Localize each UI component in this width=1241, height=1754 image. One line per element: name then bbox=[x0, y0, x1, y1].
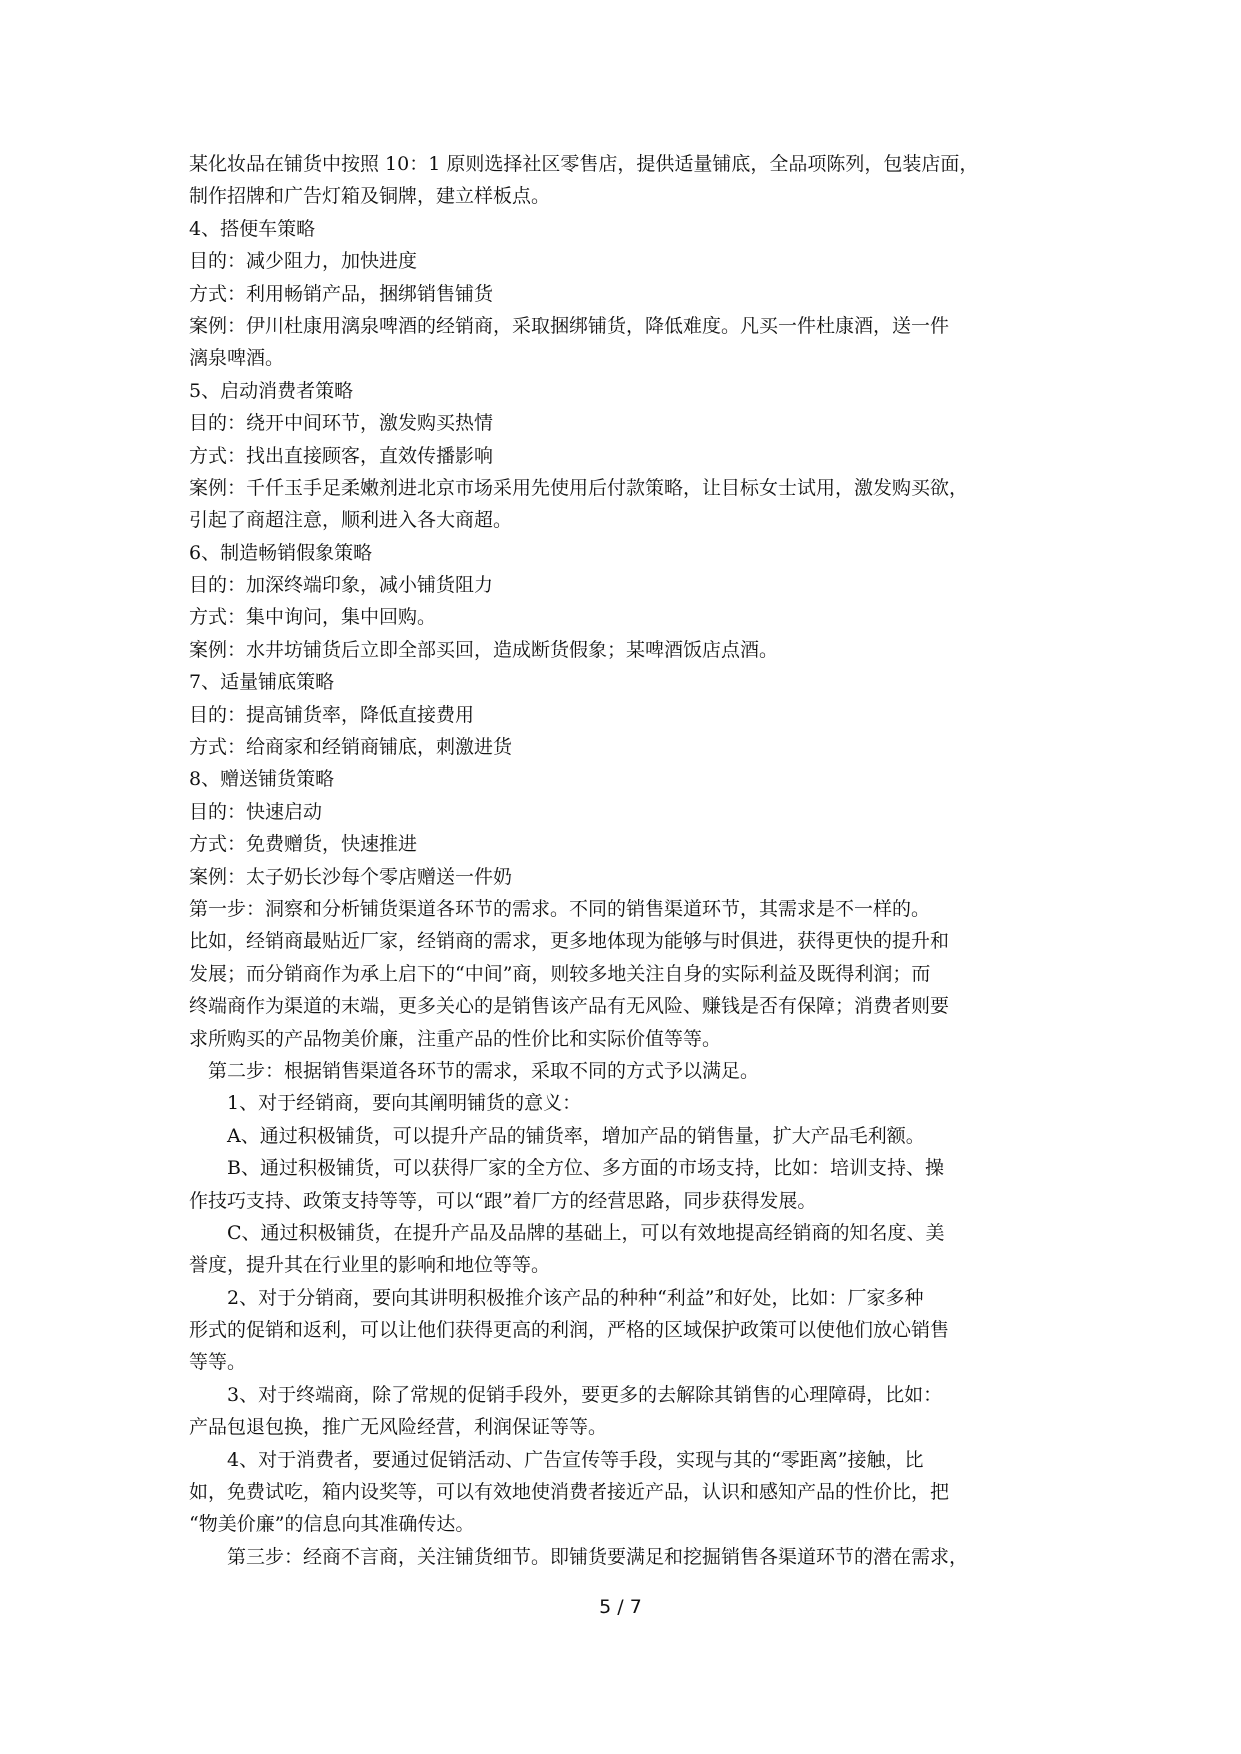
text-line: 制作招牌和广告灯箱及铜牌，建立样板点。 bbox=[189, 185, 551, 208]
text-line: 比如，经销商最贴近厂家，经销商的需求，更多地体现为能够与时俱进，获得更快的提升和 bbox=[189, 930, 950, 953]
text-line: 某化妆品在铺货中按照 10：1 原则选择社区零售店，提供适量铺底，全品项陈列，包装店面， bbox=[189, 153, 979, 175]
text-line: 目的：加深终端印象，减小铺货阻力 bbox=[189, 574, 494, 597]
text-line: 引起了商超注意，顺利进入各大商超。 bbox=[189, 509, 513, 532]
document-body bbox=[189, 148, 1069, 1573]
text-line: 发展；而分销商作为承上启下的“中间”商，则较多地关注自身的实际利益及既得利润；而 bbox=[189, 962, 931, 985]
text-line: 目的：快速启动 bbox=[189, 800, 323, 823]
text-line: 7、适量铺底策略 bbox=[189, 671, 335, 694]
text-line: 5、启动消费者策略 bbox=[189, 379, 354, 402]
text-line: 第一步：洞察和分析铺货渠道各环节的需求。不同的销售渠道环节，其需求是不一样的。 bbox=[189, 897, 931, 920]
text-line: 形式的促销和返利，可以让他们获得更高的利润，严格的区域保护政策可以使他们放心销售 bbox=[189, 1319, 950, 1342]
text-line: 6、制造畅销假象策略 bbox=[189, 541, 373, 564]
text-line: 等等。 bbox=[189, 1351, 247, 1374]
text-line: A、通过积极铺货，可以提升产品的铺货率，增加产品的销售量，扩大产品毛利额。 bbox=[189, 1124, 925, 1147]
text-line: B、通过积极铺货，可以获得厂家的全方位、多方面的市场支持，比如：培训支持、操 bbox=[189, 1157, 944, 1180]
text-line: 方式：找出直接顾客，直效传播影响 bbox=[189, 444, 494, 467]
text-line: 案例：伊川杜康用漓泉啤酒的经销商，采取捆绑铺货，降低难度。凡买一件杜康酒，送一件 bbox=[189, 314, 950, 337]
text-line: 第二步：根据销售渠道各环节的需求，采取不同的方式予以满足。 bbox=[189, 1059, 760, 1082]
text-line: 8、赠送铺货策略 bbox=[189, 768, 335, 791]
text-line: 目的：提高铺货率，降低直接费用 bbox=[189, 703, 475, 726]
text-line: 方式：集中询问，集中回购。 bbox=[189, 606, 437, 629]
text-line: 2、对于分销商，要向其讲明积极推介该产品的种种“利益”和好处，比如：厂家多种 bbox=[189, 1286, 924, 1309]
text-line: 案例：千仟玉手足柔嫩剂进北京市场采用先使用后付款策略，让目标女士试用，激发购买欲， bbox=[189, 476, 969, 499]
text-line: 案例：水井坊铺货后立即全部买回，造成断货假象；某啤酒饭店点酒。 bbox=[189, 638, 779, 661]
text-line: 方式：利用畅销产品，捆绑销售铺货 bbox=[189, 282, 494, 305]
text-line: 案例：太子奶长沙每个零店赠送一件奶 bbox=[189, 865, 513, 888]
text-line: 如，免费试吃，箱内设奖等，可以有效地使消费者接近产品，认识和感知产品的性价比，把 bbox=[189, 1481, 950, 1504]
text-line: 第三步：经商不言商，关注铺货细节。即铺货要满足和挖掘销售各渠道环节的潜在需求， bbox=[189, 1545, 969, 1568]
text-line: 1、对于经销商，要向其阐明铺货的意义： bbox=[189, 1092, 582, 1115]
text-line: 4、对于消费者，要通过促销活动、广告宣传等手段，实现与其的“零距离”接触，比 bbox=[189, 1448, 924, 1471]
page-number: 5 / 7 bbox=[599, 1596, 642, 1618]
text-line: 目的：绕开中间环节，激发购买热情 bbox=[189, 412, 494, 435]
text-line: “物美价廉”的信息向其准确传达。 bbox=[189, 1513, 475, 1536]
text-line: 作技巧支持、政策支持等等，可以“跟”着厂方的经营思路，同步获得发展。 bbox=[189, 1189, 817, 1212]
text-line: 漓泉啤酒。 bbox=[189, 347, 285, 370]
text-line: 4、搭便车策略 bbox=[189, 217, 316, 240]
text-line: 求所购买的产品物美价廉，注重产品的性价比和实际价值等等。 bbox=[189, 1027, 722, 1050]
text-line: 产品包退包换，推广无风险经营，利润保证等等。 bbox=[189, 1416, 608, 1439]
text-line: 方式：免费赠货，快速推进 bbox=[189, 833, 418, 856]
text-line: 方式：给商家和经销商铺底，刺激进货 bbox=[189, 736, 513, 759]
text-line: 目的：减少阻力，加快进度 bbox=[189, 250, 418, 273]
text-line: 3、对于终端商，除了常规的促销手段外，要更多的去解除其销售的心理障碍，比如： bbox=[189, 1383, 943, 1406]
text-line: C、通过积极铺货，在提升产品及品牌的基础上，可以有效地提高经销商的知名度、美 bbox=[189, 1221, 945, 1244]
text-line: 誉度，提升其在行业里的影响和地位等等。 bbox=[189, 1254, 551, 1277]
text-line: 终端商作为渠道的末端，更多关心的是销售该产品有无风险、赚钱是否有保障；消费者则要 bbox=[189, 995, 950, 1018]
